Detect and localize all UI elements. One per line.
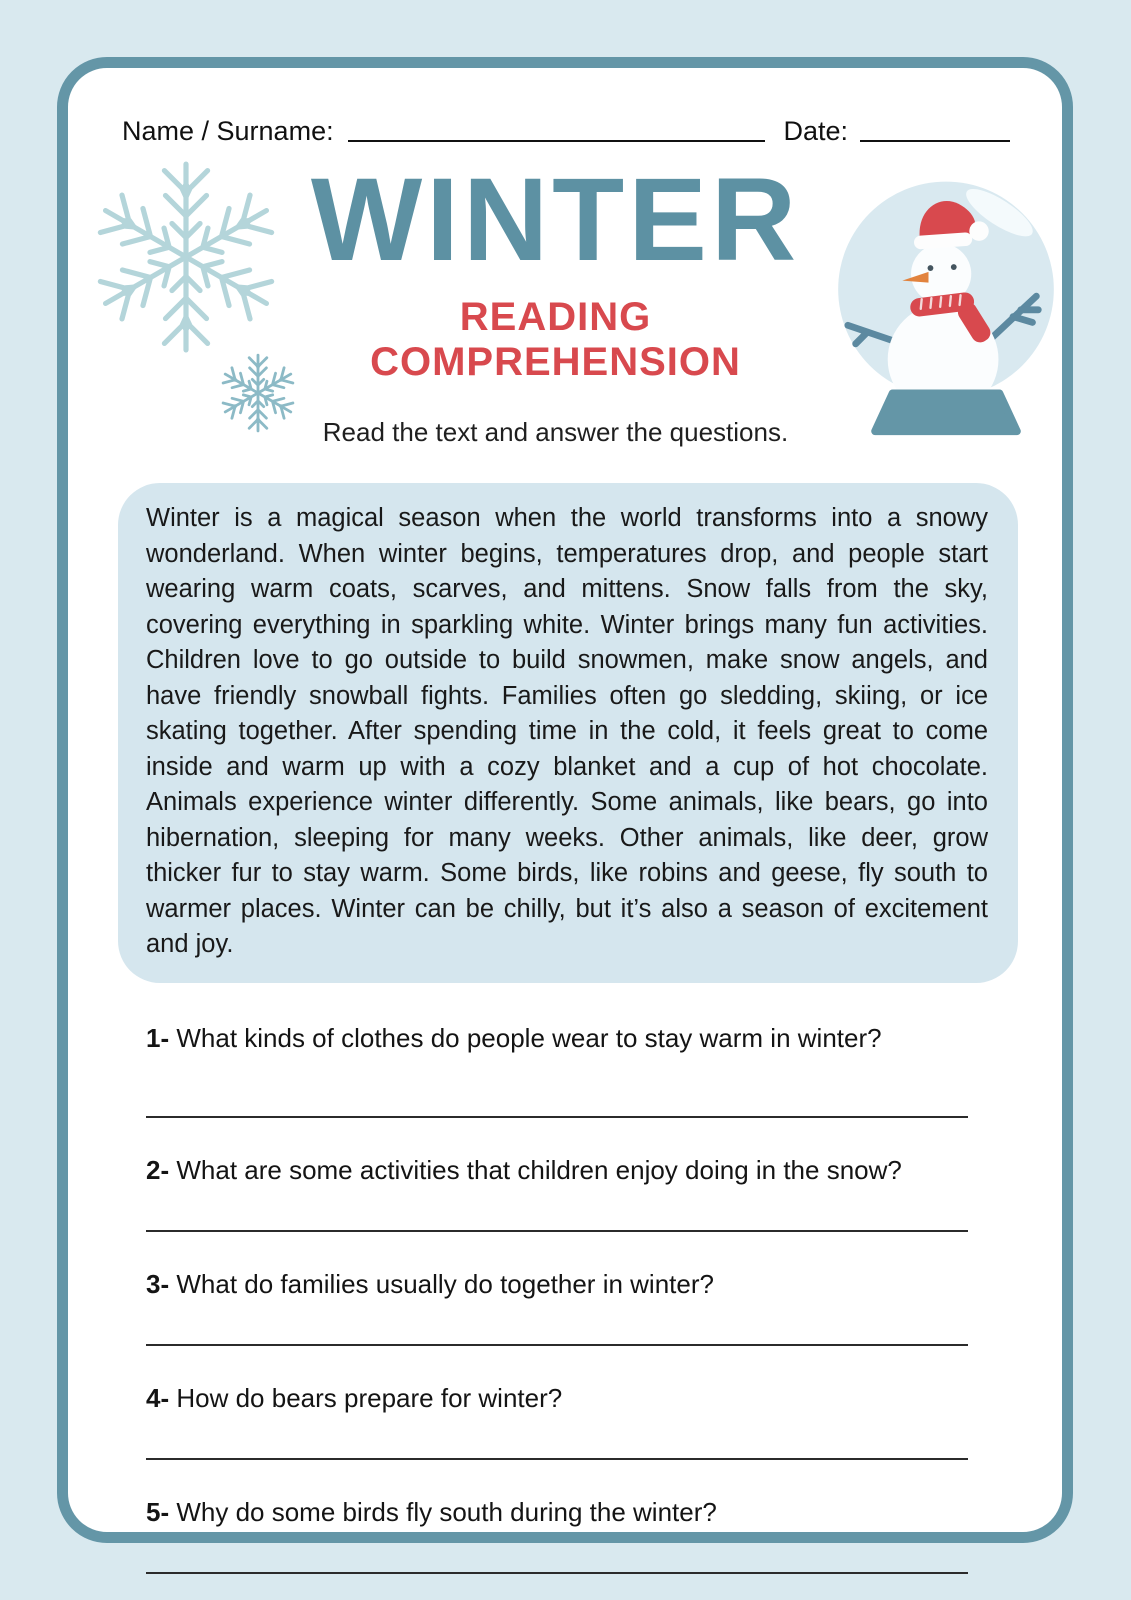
worksheet-header <box>118 154 1018 455</box>
question-item-3 <box>146 1269 968 1346</box>
page-subtitle: READING COMPREHENSION <box>370 295 741 384</box>
question-number: 4- <box>146 1382 170 1413</box>
question-number: 3- <box>146 1268 170 1299</box>
snowflake-large-icon <box>78 149 294 365</box>
passage-box <box>118 483 1018 983</box>
name-date-row <box>122 116 1012 147</box>
answer-line-5[interactable] <box>146 1572 968 1574</box>
question-number: 5- <box>146 1496 170 1527</box>
passage-text: Winter is a magical season when the world transforms into a snowy wonderland. When winter begins, temperatures drop, and people start wearing warm coats, scarves, and mittens. Snow falls from the sky, covering everything in sparkling white. Winter brings many fun activities. Children love to go outside to build snowmen, make snow angels, and have friendly snowball fights. Families often go sledding, skiing, or ice skating together. After spending time in the cold, it feels great to come inside and warm up with a cozy blanket and a cup of hot chocolate. Animals experience winter differently. Some animals, like bears, go into hibernation, sleeping for many weeks. Other animals, like deer, grow thicker fur to stay warm. Some birds, like robins and geese, fly south to warmer places. Winter can be chilly, but it’s also a season of excitement and joy. <box>146 504 988 958</box>
question-text <box>146 1023 968 1054</box>
date-label: Date: <box>783 116 848 146</box>
question-item-4 <box>146 1383 968 1460</box>
question-label: Why do some birds fly south during the winter? <box>176 1496 717 1527</box>
snowflake-small-icon <box>214 349 302 437</box>
question-item-2 <box>146 1155 968 1232</box>
question-text <box>146 1269 968 1300</box>
answer-line-2[interactable] <box>146 1230 968 1232</box>
snow-globe-icon <box>832 167 1060 439</box>
title-block <box>303 154 808 448</box>
page-title: WINTER <box>310 154 801 286</box>
question-label: What kinds of clothes do people wear to stay warm in winter? <box>176 1022 882 1053</box>
questions-section <box>146 1023 968 1574</box>
answer-line-4[interactable] <box>146 1458 968 1460</box>
question-item-1 <box>146 1023 968 1118</box>
question-text <box>146 1497 968 1528</box>
question-number: 1- <box>146 1022 170 1053</box>
name-surname-label: Name / Surname: <box>122 116 334 146</box>
name-fill-line[interactable] <box>348 116 766 142</box>
date-fill-line[interactable] <box>860 116 1010 142</box>
question-label: What do families usually do together in winter? <box>176 1268 714 1299</box>
question-label: How do bears prepare for winter? <box>176 1382 563 1413</box>
instruction-text: Read the text and answer the questions. <box>322 417 789 447</box>
question-text <box>146 1155 968 1186</box>
worksheet-card <box>57 57 1073 1543</box>
answer-line-3[interactable] <box>146 1344 968 1346</box>
question-label: What are some activities that children enjoy doing in the snow? <box>176 1154 902 1185</box>
answer-line-1[interactable] <box>146 1116 968 1118</box>
question-item-5 <box>146 1497 968 1574</box>
question-text <box>146 1383 968 1414</box>
question-number: 2- <box>146 1154 170 1185</box>
